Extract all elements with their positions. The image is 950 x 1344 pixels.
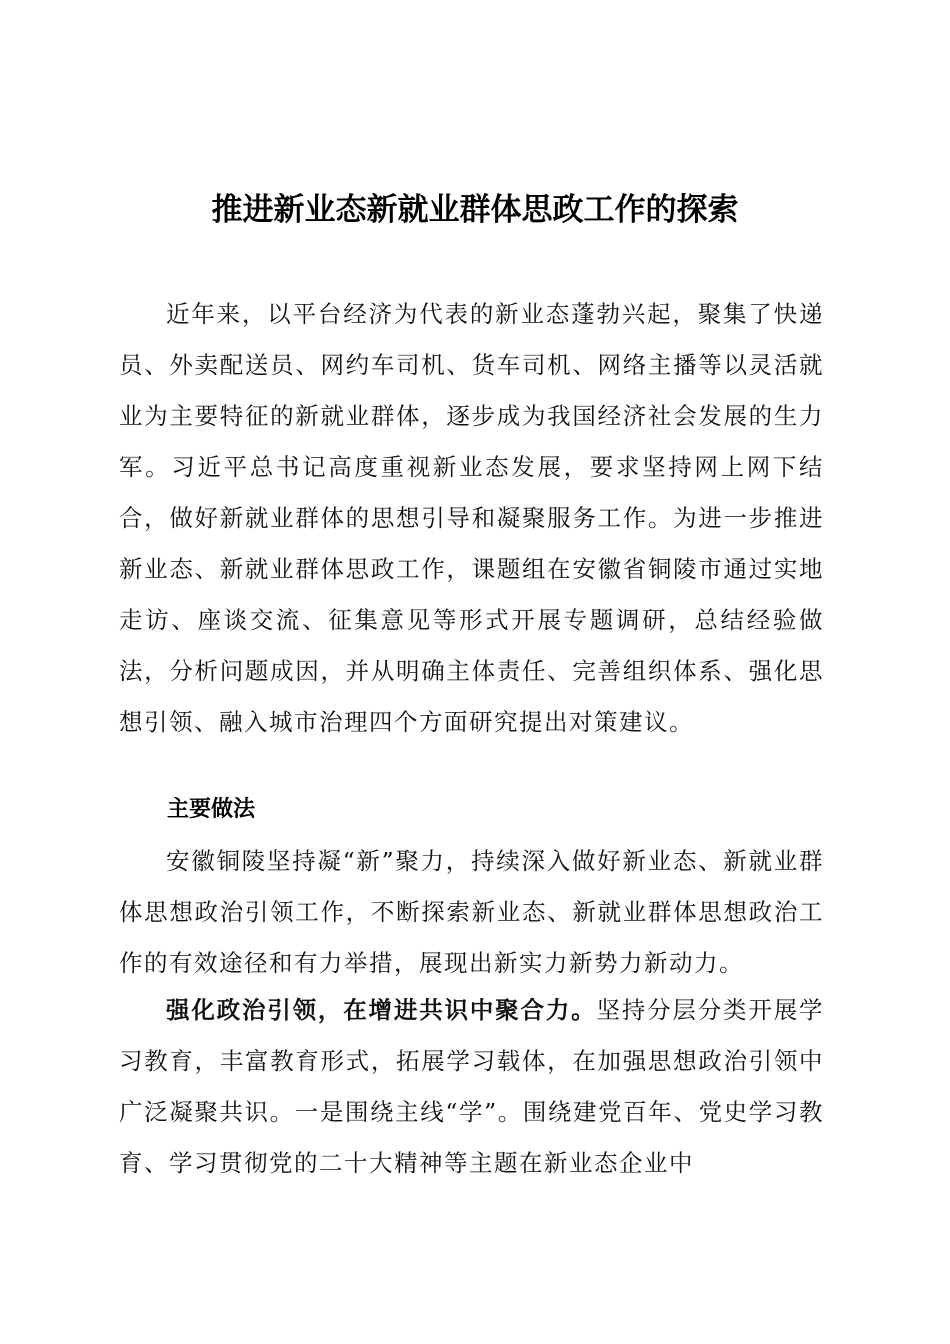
- section-paragraph-2: [119, 985, 824, 1189]
- paragraph-lead-sentence: 强化政治引领，在增进共识中聚合力。: [166, 996, 597, 1024]
- document-title: 推进新业态新就业群体思政工作的探索: [211, 192, 739, 228]
- paragraph-body-text: 坚持分层分类开展学习教育，丰富教育形式，拓展学习载体，在加强思想政治引领中广泛凝聚共识。一是围绕主线“学”。围绕建党百年、党史学习教育、学习贯彻党的二十大精神等主题在新业态企业中: [119, 996, 825, 1177]
- section-paragraph-1: 安徽铜陵坚持凝“新”聚力，持续深入做好新业态、新就业群体思想政治引领工作，不断探索新业态、新就业群体思想政治工作的有效途径和有力举措，展现出新实力新势力新动力。: [119, 847, 824, 977]
- section-heading: 主要做法: [167, 797, 256, 822]
- intro-paragraph: 近年来，以平台经济为代表的新业态蓬勃兴起，聚集了快递员、外卖配送员、网约车司机、货车司机、网络主播等以灵活就业为主要特征的新就业群体，逐步成为我国经济社会发展的生力军。习近平总书记高度重视新业态发展，要求坚持网上网下结合，做好新就业群体的思想引导和凝聚服务工作。为进一步推进新业态、新就业群体思政工作，课题组在安徽省铜陵市通过实地走访、座谈交流、征集意见等形式开展专题调研，总结经验做法，分析问题成因，并从明确主体责任、完善组织体系、强化思想引领、融入城市治理四个方面研究提出对策建议。: [119, 300, 824, 736]
